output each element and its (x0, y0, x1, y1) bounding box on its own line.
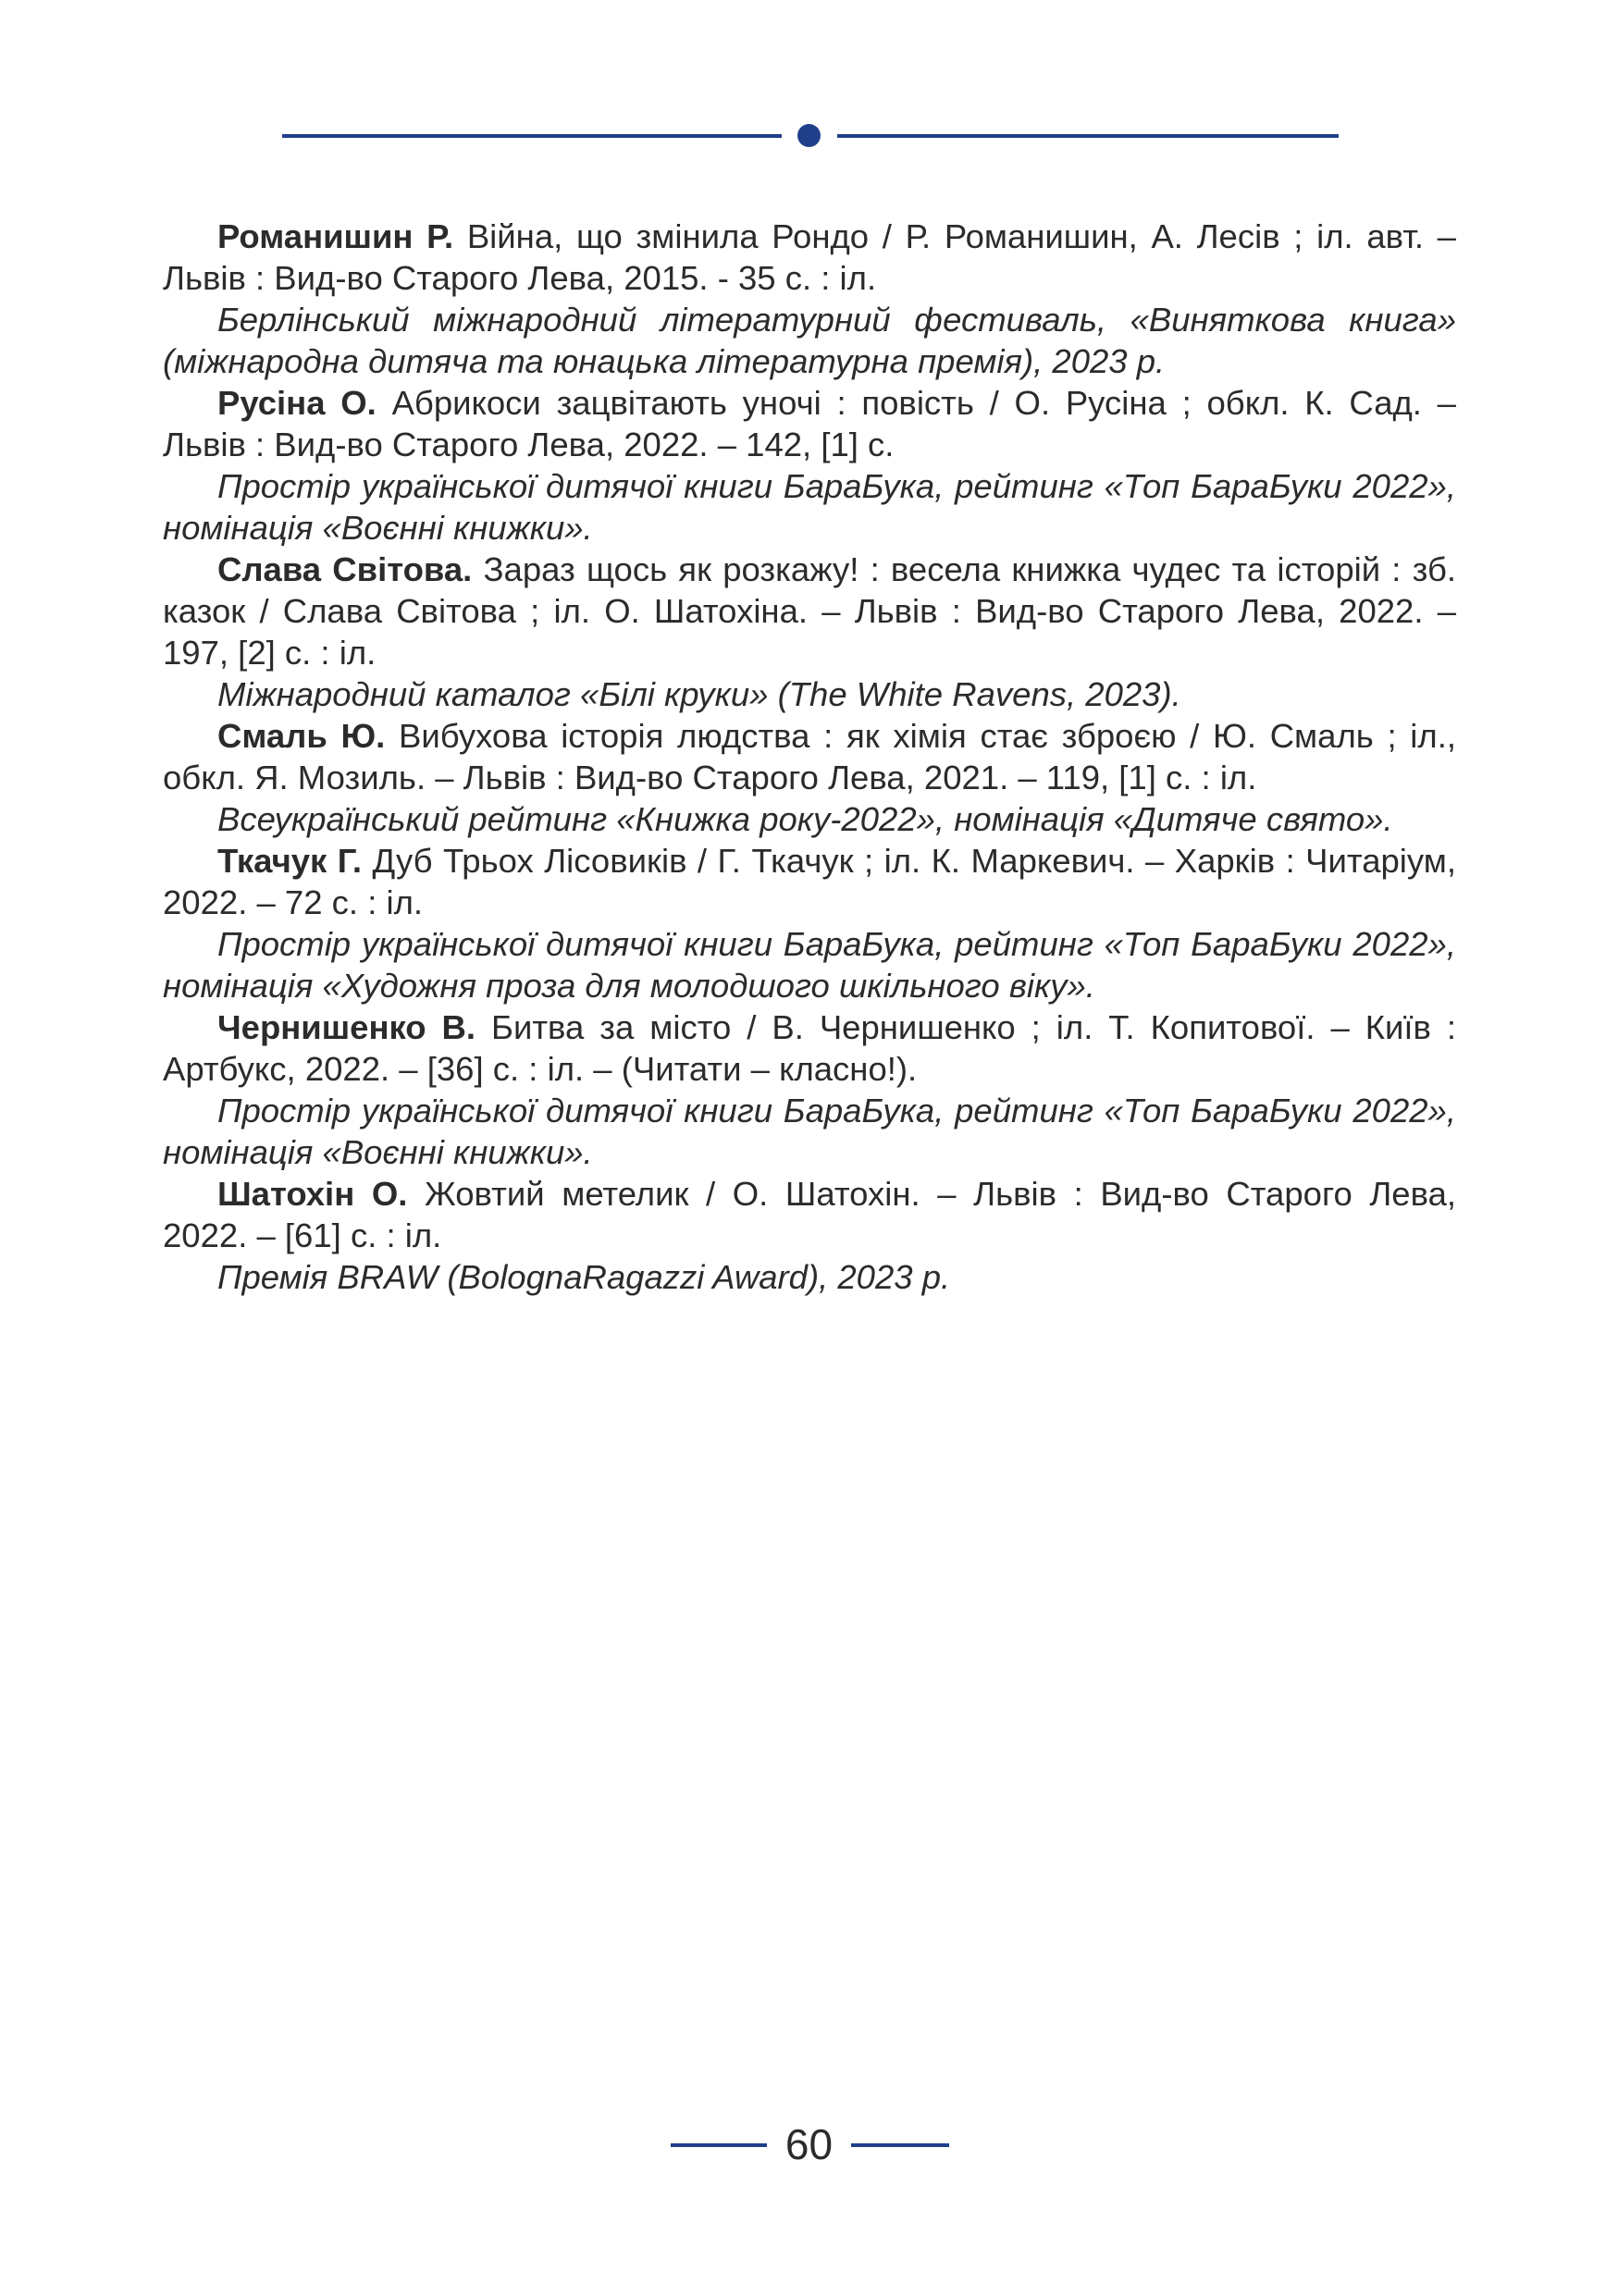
entry-text: Жовтий метелик / О. Шатохін. – Львів : Вид-во Старого Лева, 2022. – [61] с. : іл. (163, 1175, 1457, 1254)
award-note: Міжнародний каталог «Білі круки» (The White Ravens, 2023). (217, 675, 1181, 713)
entry-text: Дуб Трьох Лісовиків / Г. Ткачук ; іл. К. Маркевич. – Харків : Читаріум, 2022. – 72 с. : іл. (163, 842, 1456, 921)
award-note: Простір української дитячої книги БараБука, рейтинг «Топ БараБуки 2022», номінація «Воєнні книжки». (163, 467, 1456, 547)
entry-author: Романишин Р. (217, 217, 454, 255)
bibliography-entry (163, 216, 1456, 299)
bibliography-entry (163, 1006, 1456, 1090)
entry-text: Битва за місто / В. Чернишенко ; іл. Т. Копитової. – Київ : Артбукс, 2022. – [36] с. : іл. – (Читати – класно!). (163, 1008, 1457, 1088)
entry-text: Вибухова історія людства : як хімія стає зброєю / Ю. Смаль ; іл., обкл. Я. Мозиль. – Львів : Вид-во Старого Лева, 2021. – 119, [1] с. : іл. (163, 717, 1456, 796)
award-note: Простір української дитячої книги БараБука, рейтинг «Топ БараБуки 2022», номінація «Воєнні книжки». (163, 1092, 1456, 1171)
entry-text: Війна, що змінила Рондо / Р. Романишин, А. Лесів ; іл. авт. – Львів : Вид-во Старого Лева, 2015. - 35 с. : іл. (163, 217, 1456, 297)
entry-author: Ткачук Г. (217, 842, 363, 880)
bibliography-entry (163, 382, 1456, 465)
entry-author: Слава Світова. (217, 550, 473, 588)
entry-author: Чернишенко В. (217, 1008, 476, 1046)
header-rule-left (282, 134, 782, 138)
award-note: Премія BRAW (BolognaRagazzi Award), 2023 р. (217, 1258, 951, 1296)
footer-rule-right (851, 2143, 949, 2147)
bibliography-entry (163, 715, 1456, 798)
page-number: 60 (784, 2120, 834, 2168)
award-note: Простір української дитячої книги БараБука, рейтинг «Топ БараБуки 2022», номінація «Художня проза для молодшого шкільного віку». (163, 925, 1456, 1005)
entry-text: Абрикоси зацвітають уночі : повість / О. Русіна ; обкл. К. Сад. – Львів : Вид-во Старого Лева, 2022. – 142, [1] с. (163, 384, 1456, 463)
header-rule-right (837, 134, 1339, 138)
bibliography-entry (163, 1173, 1456, 1256)
bibliography-list (163, 216, 1456, 1298)
bibliography-entry (163, 549, 1456, 673)
header-rule-dot (797, 124, 821, 147)
entry-author: Русіна О. (217, 384, 377, 422)
entry-text: Зараз щось як розкажу! : весела книжка чудес та історій : зб. казок / Слава Світова ; іл. О. Шатохіна. – Львів : Вид-во Старого Лева, 2022. – 197, [2] с. : іл. (163, 550, 1456, 672)
award-note: Всеукраїнський рейтинг «Книжка року-2022», номінація «Дитяче свято». (217, 800, 1393, 838)
award-note: Берлінський міжнародний літературний фестиваль, «Виняткова книга» (міжнародна дитяча та юнацька літературна премія), 2023 р. (163, 301, 1456, 380)
bibliography-entry (163, 840, 1456, 923)
footer-rule-left (671, 2143, 767, 2147)
entry-author: Шатохін О. (217, 1175, 408, 1213)
entry-author: Смаль Ю. (217, 717, 386, 755)
